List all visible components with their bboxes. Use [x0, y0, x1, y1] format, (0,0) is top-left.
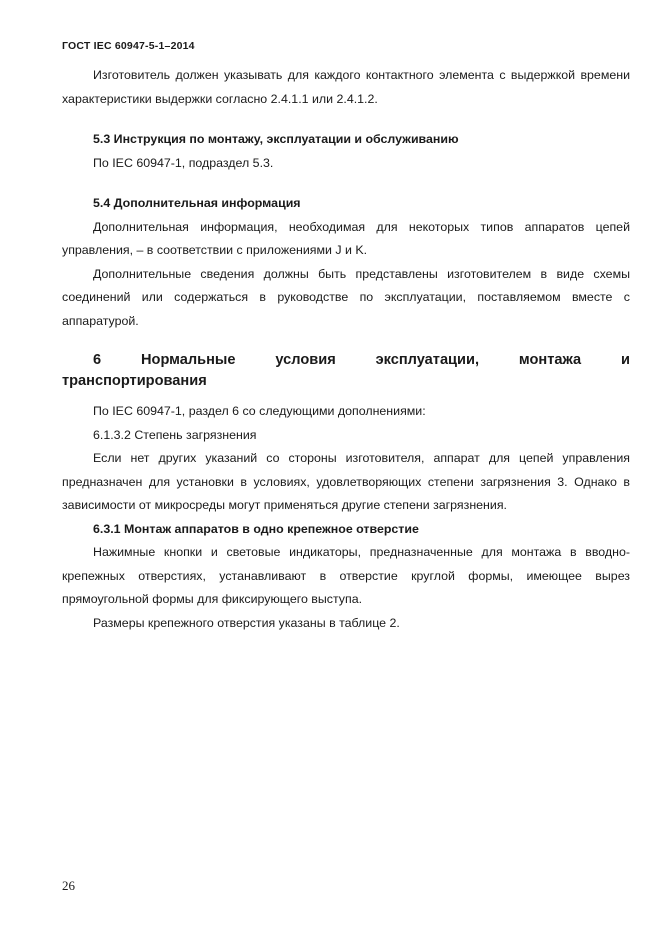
- title-word: монтажа: [518, 352, 582, 368]
- section-6-title-line2: транспортирования: [62, 373, 207, 389]
- paragraph-6-3-1-2: Размеры крепежного отверстия указаны в таблице 2.: [93, 615, 400, 630]
- paragraph-6-3-1-1: Нажимные кнопки и световые индикаторы, предназначенные для монтажа в вводно-крепежных отверстиях, устанавливают в отверстие круглой формы, имеющее вырез прямоугольной формы для фиксирующего выступа.: [62, 545, 630, 606]
- title-word: Нормальные: [140, 352, 236, 368]
- title-word: условия: [275, 352, 336, 368]
- paragraph-6-intro: По IEC 60947-1, раздел 6 со следующими дополнениями:: [93, 404, 426, 418]
- heading-5-3: 5.3 Инструкция по монтажу, эксплуатации и обслуживанию: [93, 132, 459, 146]
- paragraph-6-1-3-2: Если нет других указаний со стороны изготовителя, аппарат для цепей управления предназначен для установки в условиях, удовлетворяющих степени загрязнения 3. Однако в зависимости от микросреды могут применяться другие степени загрязнения.: [62, 451, 630, 512]
- heading-6-3-1: 6.3.1 Монтаж аппаратов в одно крепежное отверстие: [93, 521, 419, 536]
- paragraph-5-3: По IEC 60947-1, подраздел 5.3.: [93, 155, 274, 170]
- section-6-title-line1: [62, 350, 630, 371]
- subheading-6-1-3-2: 6.1.3.2 Степень загрязнения: [93, 427, 257, 442]
- page-body: [62, 64, 630, 635]
- title-word: эксплуатации,: [375, 352, 480, 368]
- document-code-header: ГОСТ IEC 60947-5-1–2014: [62, 40, 195, 52]
- paragraph-5-4-1: Дополнительная информация, необходимая для некоторых типов аппаратов цепей управления, – в соответствии с приложениями J и K.: [62, 219, 630, 257]
- paragraph-intro: Изготовитель должен указывать для каждого контактного элемента с выдержкой времени характеристики выдержки согласно 2.4.1.1 или 2.4.1.2.: [62, 68, 630, 106]
- title-word: и: [621, 352, 630, 368]
- heading-5-4: 5.4 Дополнительная информация: [93, 196, 301, 210]
- paragraph-5-4-2: Дополнительные сведения должны быть представлены изготовителем в виде схемы соединений или содержаться в руководстве по эксплуатации, поставляемом вместе с аппаратурой.: [62, 266, 630, 328]
- section-6-title: [62, 350, 630, 392]
- page-number: 26: [62, 878, 75, 893]
- title-word: 6: [93, 352, 102, 368]
